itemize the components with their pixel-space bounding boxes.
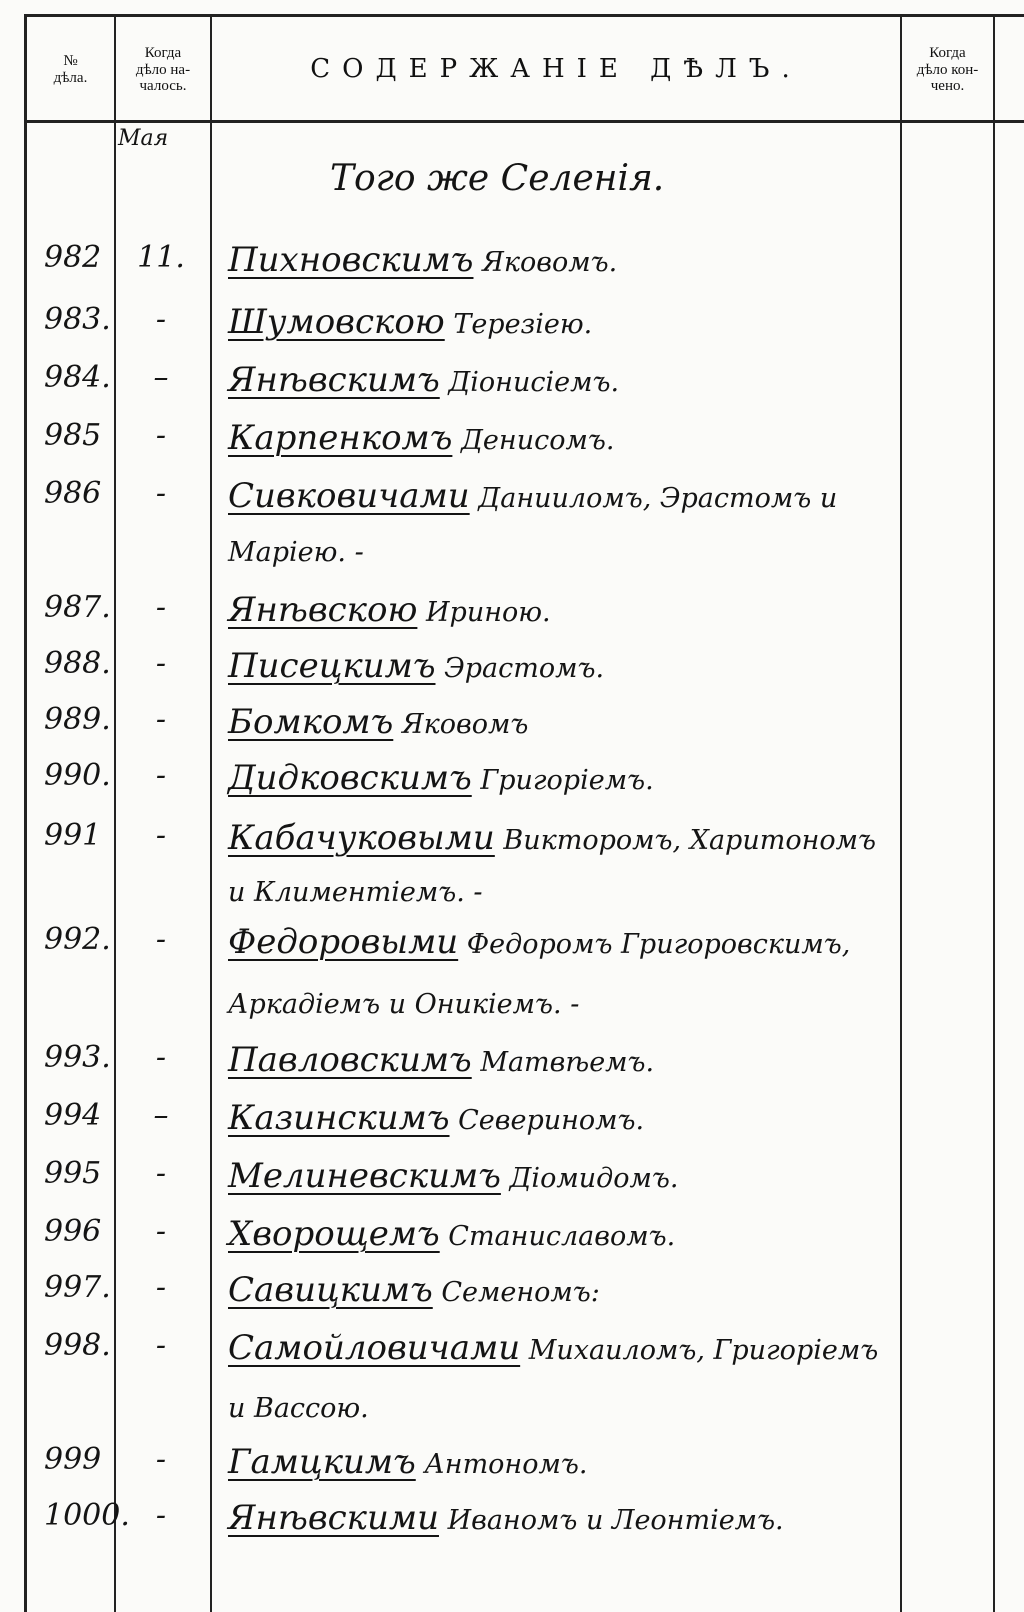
surname: Янѣвскою (228, 590, 418, 630)
case-content (228, 476, 908, 516)
surname: Хворощемъ (228, 1214, 440, 1254)
case-content (228, 1386, 908, 1426)
given-names: Эрастомъ. (444, 653, 605, 684)
case-number: 988. (44, 646, 111, 681)
start-day: - (155, 1156, 167, 1191)
surname: Казинскимъ (228, 1098, 450, 1138)
table-row (0, 1040, 1024, 1084)
case-content (228, 240, 908, 280)
table-row (0, 758, 1024, 802)
surname: Янѣвскимъ (228, 360, 440, 400)
given-names: Станиславомъ. (448, 1221, 676, 1252)
surname: Самойловичами (228, 1328, 521, 1368)
case-number: 983. (44, 302, 111, 337)
header-content: СОДЕРЖАНІЕ ДѢЛЪ. (310, 54, 802, 85)
case-content (228, 1498, 908, 1538)
given-names: Иваномъ и Леонтіемъ. (447, 1505, 784, 1536)
table-row (0, 590, 1024, 634)
given-names: Діомидомъ. (509, 1163, 679, 1194)
start-day: - (155, 418, 167, 453)
case-number: 984. (44, 360, 111, 395)
given-names: Антономъ. (424, 1449, 588, 1480)
table-row (0, 1270, 1024, 1314)
case-content (228, 1040, 908, 1080)
case-content (228, 1328, 908, 1368)
start-day: - (155, 922, 167, 957)
table-row (0, 240, 1024, 284)
start-day: - (155, 758, 167, 793)
surname: Федоровыми (228, 922, 459, 962)
header-rule (24, 120, 1024, 123)
case-number: 994 (44, 1098, 102, 1133)
case-content (228, 530, 908, 570)
case-number: 989. (44, 702, 111, 737)
start-day: – (153, 1098, 169, 1133)
case-content (228, 590, 908, 630)
given-names: Данииломъ, Эрастомъ и (478, 483, 838, 514)
table-row (0, 1386, 1024, 1430)
case-content (228, 922, 908, 962)
surname: Пихновскимъ (228, 240, 474, 280)
surname: Бомкомъ (228, 702, 394, 742)
table-row (0, 360, 1024, 404)
case-number: 1000. (44, 1498, 130, 1533)
surname: Шумовскою (228, 302, 445, 342)
surname: Карпенкомъ (228, 418, 453, 458)
case-content (228, 818, 908, 858)
case-number: 999 (44, 1442, 102, 1477)
case-content (228, 1156, 908, 1196)
case-number: 986 (44, 476, 102, 511)
given-names: Матвѣемъ. (480, 1047, 655, 1078)
case-content (228, 1098, 908, 1138)
table-row (0, 1214, 1024, 1258)
village-heading: Того же Селенія. (330, 158, 665, 199)
given-names: Яковомъ (401, 709, 529, 740)
case-number: 995 (44, 1156, 102, 1191)
given-names: Маріею. - (228, 537, 364, 568)
table-row (0, 646, 1024, 690)
case-number: 990. (44, 758, 111, 793)
given-names: и Климентіемъ. - (228, 877, 483, 908)
table-row (0, 1156, 1024, 1200)
table-row (0, 302, 1024, 346)
table-row (0, 530, 1024, 574)
start-day: - (155, 818, 167, 853)
surname: Янѣвскими (228, 1498, 439, 1538)
table-row (0, 1498, 1024, 1542)
case-content (228, 418, 908, 458)
start-day: - (155, 1270, 167, 1305)
case-content (228, 1270, 908, 1310)
table-row (0, 922, 1024, 966)
given-names: Терезіею. (453, 309, 593, 340)
surname: Павловскимъ (228, 1040, 472, 1080)
start-day: - (155, 476, 167, 511)
case-number: 987. (44, 590, 111, 625)
case-content (228, 870, 908, 910)
given-names: Яковомъ. (482, 247, 618, 278)
surname: Кабачуковыми (228, 818, 495, 858)
case-number: 996 (44, 1214, 102, 1249)
table-row (0, 1328, 1024, 1372)
start-day: - (155, 646, 167, 681)
case-content (228, 646, 908, 686)
start-day: - (155, 1328, 167, 1363)
header-started: Когда дѣло на- чалось. (135, 44, 191, 95)
table-row (0, 702, 1024, 746)
case-content (228, 302, 908, 342)
table-row (0, 982, 1024, 1026)
start-day: - (155, 1442, 167, 1477)
surname: Дидковскимъ (228, 758, 472, 798)
case-number: 998. (44, 1328, 111, 1363)
given-names: Аркадіемъ и Оникіемъ. - (228, 989, 580, 1020)
case-content (228, 702, 908, 742)
table-row (0, 476, 1024, 520)
given-names: Ириною. (425, 597, 551, 628)
case-content (228, 982, 908, 1022)
surname: Мелиневскимъ (228, 1156, 501, 1196)
start-day: - (155, 1214, 167, 1249)
case-number: 991 (44, 818, 102, 853)
given-names: Севериномъ. (458, 1105, 645, 1136)
header-finished: Когда дѣло кон- чено. (916, 44, 979, 95)
start-day: – (153, 360, 169, 395)
given-names: и Вассою. (228, 1393, 369, 1424)
surname: Савицкимъ (228, 1270, 433, 1310)
table-row (0, 1098, 1024, 1142)
case-number: 992. (44, 922, 111, 957)
given-names: Федоромъ Григоровскимъ, (466, 929, 851, 960)
surname: Сивковичами (228, 476, 470, 516)
given-names: Денисомъ. (460, 425, 615, 456)
surname: Гамцкимъ (228, 1442, 416, 1482)
start-day: - (155, 1040, 167, 1075)
month-label: Мая (118, 126, 169, 151)
given-names: Семеномъ: (441, 1277, 600, 1308)
case-number: 985 (44, 418, 102, 453)
case-content (228, 360, 908, 400)
given-names: Діонисіемъ. (448, 367, 620, 398)
start-day: - (155, 590, 167, 625)
case-number: 997. (44, 1270, 111, 1305)
case-content (228, 1442, 908, 1482)
table-row (0, 818, 1024, 862)
given-names: Григоріемъ. (480, 765, 654, 796)
top-rule (24, 14, 1024, 17)
start-day: - (155, 302, 167, 337)
table-row (0, 870, 1024, 914)
case-number: 982 (44, 240, 102, 275)
header-number: № дѣла. (53, 53, 88, 86)
case-content (228, 758, 908, 798)
start-day: - (155, 702, 167, 737)
start-day: - (155, 1498, 167, 1533)
case-content (228, 1214, 908, 1254)
case-number: 993. (44, 1040, 111, 1075)
table-row (0, 418, 1024, 462)
start-day: 11. (137, 240, 185, 275)
surname: Писецкимъ (228, 646, 436, 686)
table-row (0, 1442, 1024, 1486)
given-names: Михаиломъ, Григоріемъ (528, 1335, 879, 1366)
given-names: Викторомъ, Харитономъ (503, 825, 876, 856)
